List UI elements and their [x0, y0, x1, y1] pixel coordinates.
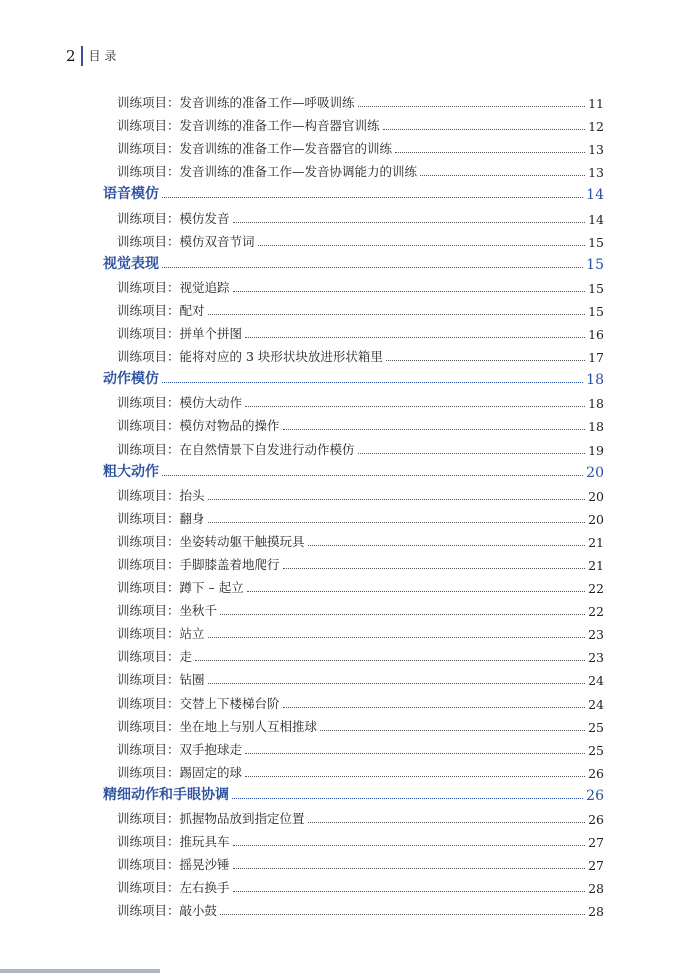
dot-leader [220, 914, 585, 915]
dot-leader [247, 591, 585, 592]
entry-title: 训练项目：抓握物品放到指定位置 [117, 811, 305, 826]
toc-entry[interactable] [0, 898, 684, 921]
entry-title: 训练项目：钻圈 [117, 672, 205, 688]
page-ref: 24 [588, 696, 604, 712]
toc-section-heading[interactable] [0, 252, 684, 275]
dot-leader [258, 245, 586, 246]
section-title: 粗大动作 [103, 463, 159, 480]
entry-title: 训练项目：翻身 [117, 510, 205, 526]
page-ref: 14 [586, 187, 604, 204]
toc-entry[interactable] [0, 229, 684, 252]
entry-title: 训练项目：交替上下楼梯台阶 [117, 695, 280, 711]
toc-entry[interactable] [0, 552, 684, 575]
dot-leader [308, 545, 586, 546]
entry-title: 训练项目：发音训练的准备工作—构音器官训练 [117, 118, 380, 134]
page-ref: 22 [588, 604, 604, 620]
entry-title: 训练项目：发音训练的准备工作—呼吸训练 [117, 95, 355, 111]
page-ref: 20 [586, 464, 604, 481]
entry-title: 训练项目：坐秋千 [117, 603, 218, 619]
toc-entry[interactable] [0, 690, 684, 713]
dot-leader [383, 129, 586, 130]
toc-entry[interactable] [0, 113, 684, 136]
page-ref: 15 [588, 234, 604, 250]
dot-leader [208, 683, 586, 684]
page-ref: 26 [586, 787, 604, 804]
page-ref: 21 [588, 557, 604, 573]
toc-entry[interactable] [0, 852, 684, 875]
page-ref: 25 [588, 742, 604, 758]
page-ref: 23 [588, 650, 604, 666]
entry-title: 训练项目：在自然情景下自发进行动作模仿 [117, 441, 355, 457]
dot-leader [420, 175, 585, 176]
entry-title: 训练项目：配对 [117, 302, 205, 318]
dot-leader [220, 614, 585, 615]
page-ref: 23 [588, 627, 604, 643]
page-ref: 25 [588, 719, 604, 735]
dot-leader [320, 730, 585, 731]
dot-leader [162, 382, 583, 383]
entry-title: 训练项目：模仿对物品的操作 [117, 418, 280, 434]
entry-title: 训练项目：视觉追踪 [117, 279, 230, 295]
dot-leader [162, 267, 583, 268]
dot-leader [208, 522, 586, 523]
entry-title: 训练项目：发音训练的准备工作—发音协调能力的训练 [117, 164, 418, 180]
page-ref: 17 [588, 350, 604, 366]
toc-entry[interactable] [0, 529, 684, 552]
page-ref: 15 [588, 303, 604, 319]
page-ref: 16 [588, 327, 604, 343]
section-title: 精细动作和手眼协调 [103, 786, 229, 803]
dot-leader [283, 568, 586, 569]
entry-title: 训练项目：能将对应的 3 块形状块放进形状箱里 [117, 349, 383, 365]
page-ref: 27 [588, 835, 604, 851]
entry-title: 训练项目：坐姿转动躯干触摸玩具 [117, 533, 305, 549]
entry-title: 训练项目：站立 [117, 626, 205, 642]
dot-leader [386, 360, 585, 361]
toc-entry[interactable] [0, 575, 684, 598]
toc-entry[interactable] [0, 760, 684, 783]
page-ref: 18 [588, 419, 604, 435]
entry-title: 训练项目：拼单个拼图 [117, 326, 243, 342]
header-title: 目 录 [88, 49, 117, 63]
entry-title: 训练项目：模仿双音节词 [117, 233, 255, 249]
page-ref: 13 [588, 165, 604, 181]
dot-leader [162, 475, 583, 476]
toc-entry[interactable] [0, 436, 684, 459]
dot-leader [245, 753, 585, 754]
page-ref: 18 [586, 372, 604, 389]
page-ref: 15 [586, 256, 604, 273]
page-ref: 21 [588, 534, 604, 550]
toc-entry[interactable] [0, 483, 684, 506]
dot-leader [283, 429, 586, 430]
toc-entry[interactable] [0, 737, 684, 760]
page-number: 2 [66, 47, 76, 65]
entry-title: 训练项目：敲小鼓 [117, 903, 218, 919]
page-ref: 24 [588, 673, 604, 689]
dot-leader [233, 891, 586, 892]
toc-entry[interactable] [0, 829, 684, 852]
dot-leader [308, 822, 586, 823]
entry-title: 训练项目：模仿发音 [117, 210, 230, 226]
page-ref: 27 [588, 858, 604, 874]
toc-entry[interactable] [0, 136, 684, 159]
dot-leader [233, 222, 586, 223]
toc-entry[interactable] [0, 205, 684, 228]
dot-leader [208, 637, 586, 638]
entry-title: 训练项目：推玩具车 [117, 834, 230, 850]
page-ref: 12 [588, 119, 604, 135]
toc-entry[interactable] [0, 714, 684, 737]
section-title: 视觉表现 [103, 255, 159, 272]
entry-title: 训练项目：蹲下 – 起立 [117, 580, 244, 596]
page-ref: 19 [588, 442, 604, 458]
page-ref: 14 [588, 211, 604, 227]
page-ref: 20 [588, 511, 604, 527]
toc-entry[interactable] [0, 344, 684, 367]
page-ref: 26 [588, 812, 604, 827]
entry-title: 训练项目：摇晃沙锤 [117, 857, 230, 873]
dot-leader [208, 314, 586, 315]
toc-entry[interactable] [0, 875, 684, 898]
toc-entry[interactable] [0, 90, 684, 113]
dot-leader [233, 845, 586, 846]
entry-title: 训练项目：左右换手 [117, 880, 230, 896]
toc-section-heading[interactable] [0, 460, 684, 483]
page-ref: 15 [588, 280, 604, 296]
entry-title: 训练项目：双手抱球走 [117, 741, 243, 757]
entry-title: 训练项目：模仿大动作 [117, 395, 243, 411]
page-ref: 20 [588, 488, 604, 504]
dot-leader [245, 776, 585, 777]
toc-entry[interactable] [0, 806, 684, 829]
toc-entry[interactable] [0, 321, 684, 344]
toc-entry[interactable] [0, 644, 684, 667]
toc-entry[interactable] [0, 506, 684, 529]
page-ref: 28 [588, 881, 604, 897]
toc-entry[interactable] [0, 598, 684, 621]
page-ref: 26 [588, 765, 604, 781]
entry-title: 训练项目：抬头 [117, 487, 205, 503]
bottom-decoration [0, 969, 160, 973]
page-ref: 22 [588, 581, 604, 597]
dot-leader [195, 660, 585, 661]
page-header [66, 46, 116, 66]
toc-entry[interactable] [0, 298, 684, 321]
toc-entry[interactable] [0, 621, 684, 644]
header-divider [81, 46, 83, 66]
toc-entry[interactable] [0, 159, 684, 182]
toc-section-heading[interactable] [0, 182, 684, 205]
dot-leader [283, 707, 586, 708]
dot-leader [358, 453, 586, 454]
section-title: 语音模仿 [103, 186, 159, 203]
dot-leader [232, 798, 583, 799]
entry-title: 训练项目：坐在地上与别人互相推球 [117, 718, 318, 734]
dot-leader [208, 499, 586, 500]
dot-leader [245, 337, 585, 338]
page-ref: 11 [588, 96, 604, 112]
toc-entry[interactable] [0, 667, 684, 690]
dot-leader [233, 291, 586, 292]
entry-title: 训练项目：手脚膝盖着地爬行 [117, 556, 280, 572]
toc-section-heading[interactable] [0, 783, 684, 806]
page-ref: 28 [588, 904, 604, 920]
entry-title: 训练项目：走 [117, 649, 193, 665]
dot-leader [395, 152, 585, 153]
dot-leader [245, 406, 585, 407]
entry-title: 训练项目：踢固定的球 [117, 764, 243, 780]
toc-entry[interactable] [0, 275, 684, 298]
toc-entry[interactable] [0, 413, 684, 436]
toc-entry[interactable] [0, 390, 684, 413]
dot-leader [358, 106, 586, 107]
page-ref: 18 [588, 396, 604, 412]
dot-leader [233, 868, 586, 869]
table-of-contents [0, 90, 684, 921]
page-ref: 13 [588, 142, 604, 158]
section-title: 动作模仿 [103, 371, 159, 388]
entry-title: 训练项目：发音训练的准备工作—发音器官的训练 [117, 141, 393, 157]
toc-section-heading[interactable] [0, 367, 684, 390]
dot-leader [162, 197, 583, 198]
